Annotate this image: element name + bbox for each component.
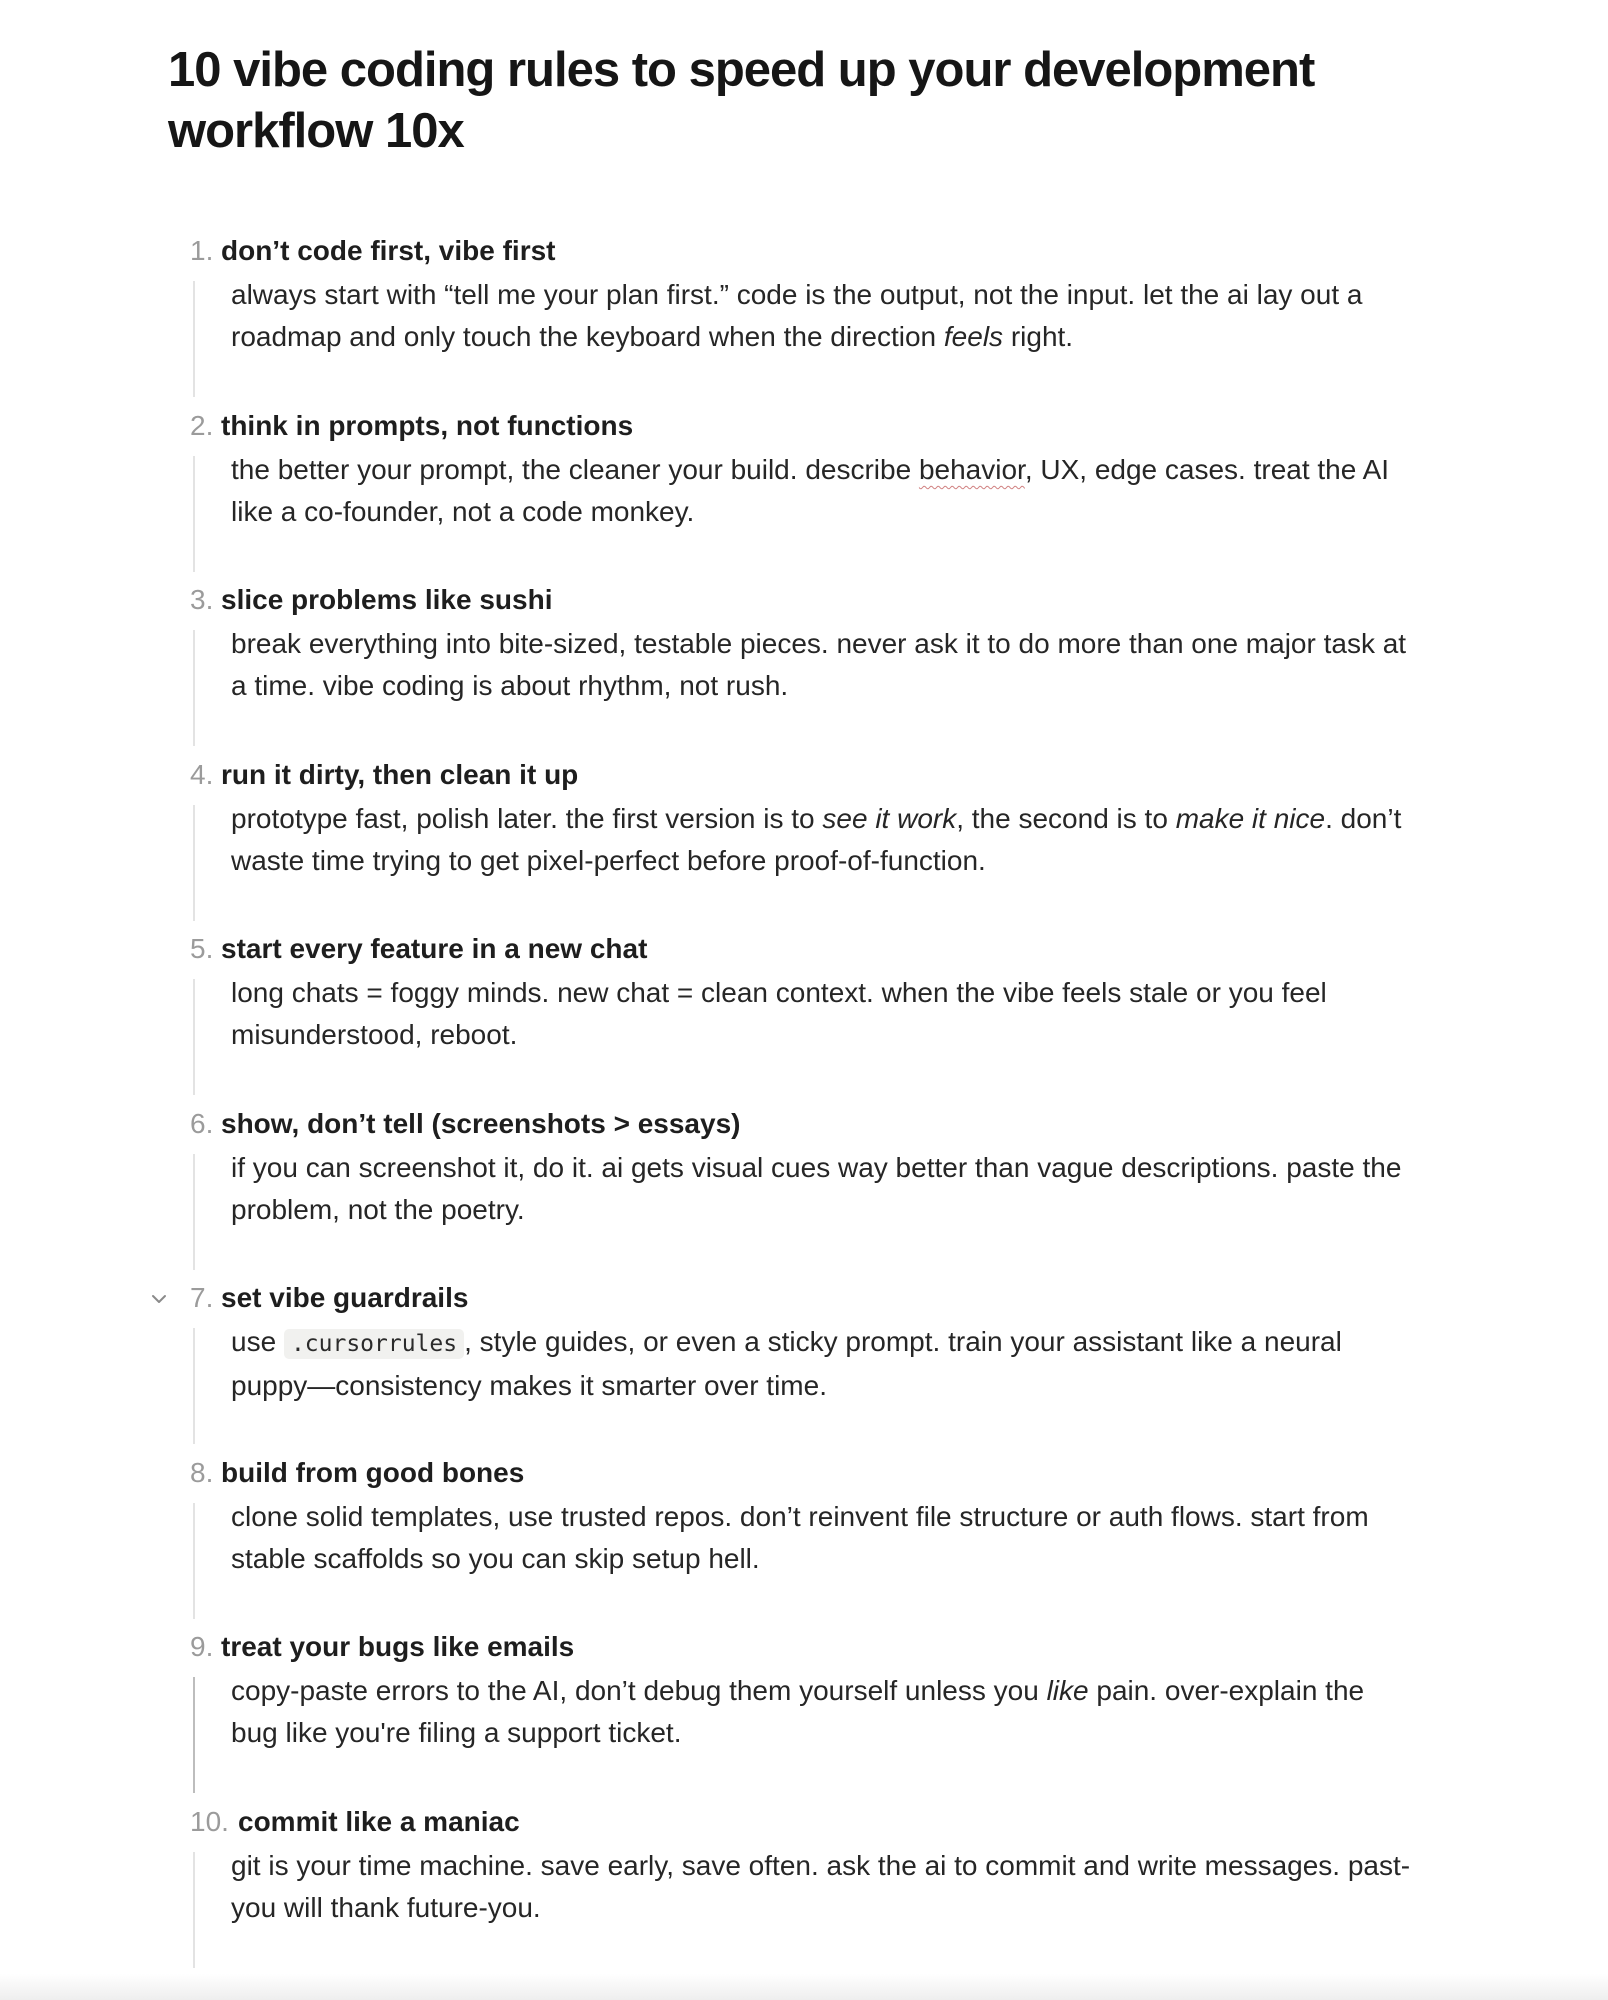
list-item-heading[interactable]: commit like a maniac (238, 1806, 520, 1837)
body-text: if you can screenshot it, do it. ai gets visual cues way better than vague descriptions. paste the problem, not the poetry. (231, 1152, 1402, 1225)
list-item-heading[interactable]: show, don’t tell (screenshots > essays) (221, 1108, 741, 1139)
inline-code: .cursorrules (284, 1329, 464, 1359)
body-text: always start with “tell me your plan first.” code is the output, not the input. let the ai lay out a roadmap and only touch the keyboard when the direction (231, 279, 1363, 352)
list-item-heading[interactable]: treat your bugs like emails (221, 1631, 575, 1662)
block-indent-line (193, 1503, 195, 1619)
body-text: clone solid templates, use trusted repos. don’t reinvent file structure or auth flows. start from stable scaffolds so you can skip setup hell. (231, 1501, 1369, 1574)
body-text: copy-paste errors to the AI, don’t debug them yourself unless you (231, 1675, 1047, 1706)
list-item[interactable] (0, 1802, 1608, 1962)
list-item-body[interactable] (231, 274, 1411, 358)
list-item-body[interactable] (231, 1147, 1411, 1231)
body-text: , the second is to (956, 803, 1176, 834)
list-item-heading[interactable]: start every feature in a new chat (221, 933, 648, 964)
spellcheck-flagged-word: behavior (918, 454, 1025, 485)
body-text: break everything into bite-sized, testable pieces. never ask it to do more than one major task at a time. vibe coding is about rhythm, not rush. (231, 628, 1407, 701)
list-item-number: 10. (190, 1806, 229, 1837)
list-item-body[interactable] (231, 1496, 1411, 1580)
body-text: pain. over-explain the bug like you're filing a support ticket. (231, 1675, 1365, 1748)
list-item[interactable] (0, 929, 1608, 1089)
list-item-heading[interactable]: run it dirty, then clean it up (221, 759, 579, 790)
list-item-body[interactable] (231, 1670, 1411, 1754)
list-item-number: 7. (190, 1282, 214, 1313)
list-item-heading[interactable]: build from good bones (221, 1457, 525, 1488)
body-text: git is your time machine. save early, save often. ask the ai to commit and write messages. past-you will thank future-you. (231, 1850, 1411, 1923)
list-item-number: 6. (190, 1108, 214, 1139)
list-item-number: 4. (190, 759, 214, 790)
list-item-heading[interactable]: slice problems like sushi (221, 584, 553, 615)
list-item-body[interactable] (231, 623, 1411, 707)
page-title[interactable]: 10 vibe coding rules to speed up your development workflow 10x (168, 43, 1315, 158)
list-item[interactable] (0, 406, 1608, 566)
body-text: , UX, edge cases. treat the AI like a co-founder, not a code monkey. (231, 454, 1390, 527)
list-item-body[interactable] (231, 1845, 1411, 1929)
list-item-heading[interactable]: set vibe guardrails (221, 1282, 469, 1313)
window-bottom-edge (0, 1974, 1608, 2000)
list-item-body[interactable] (231, 449, 1411, 533)
list-item-number: 5. (190, 933, 214, 964)
list-item-number: 3. (190, 584, 214, 615)
list-item-body[interactable] (231, 1321, 1411, 1407)
list-item-body[interactable] (231, 798, 1411, 882)
list-item[interactable] (0, 1104, 1608, 1264)
block-indent-line (193, 630, 195, 746)
list-item[interactable] (0, 755, 1608, 915)
list-item[interactable] (0, 1278, 1608, 1438)
block-indent-line (193, 979, 195, 1095)
italic-text: make it nice (1175, 803, 1326, 834)
list-item-number: 9. (190, 1631, 214, 1662)
italic-text: feels (943, 321, 1004, 352)
block-indent-line (193, 281, 195, 397)
list-item-heading[interactable]: think in prompts, not functions (221, 410, 634, 441)
block-indent-line (193, 805, 195, 921)
body-text: right. (1003, 321, 1074, 352)
body-text: the better your prompt, the cleaner your build. describe (231, 454, 919, 485)
list-item[interactable] (0, 1453, 1608, 1613)
body-text: long chats = foggy minds. new chat = clean context. when the vibe feels stale or you feel misunderstood, reboot. (231, 977, 1327, 1050)
list-item-number: 2. (190, 410, 214, 441)
list-item-number: 1. (190, 235, 214, 266)
list-item-heading[interactable]: don’t code first, vibe first (221, 235, 556, 266)
list-item[interactable] (0, 580, 1608, 740)
body-text: prototype fast, polish later. the first version is to (231, 803, 823, 834)
block-indent-line (193, 1852, 195, 1968)
block-indent-line (193, 1154, 195, 1270)
list-item[interactable] (0, 231, 1608, 391)
list-item[interactable] (0, 1627, 1608, 1787)
italic-text: like (1046, 1675, 1089, 1706)
block-indent-line (193, 1677, 195, 1793)
body-text: . don’t waste time trying to get pixel-perfect before proof-of-function. (231, 803, 1402, 876)
italic-text: see it work (822, 803, 957, 834)
block-indent-line (193, 456, 195, 572)
body-text: use (231, 1326, 284, 1357)
list-item-body[interactable] (231, 972, 1411, 1056)
block-indent-line (193, 1328, 195, 1444)
body-text: , style guides, or even a sticky prompt. train your assistant like a neural puppy—consistency makes it smarter over time. (231, 1326, 1342, 1401)
list-item-number: 8. (190, 1457, 214, 1488)
chevron-down-icon[interactable] (148, 1288, 170, 1310)
